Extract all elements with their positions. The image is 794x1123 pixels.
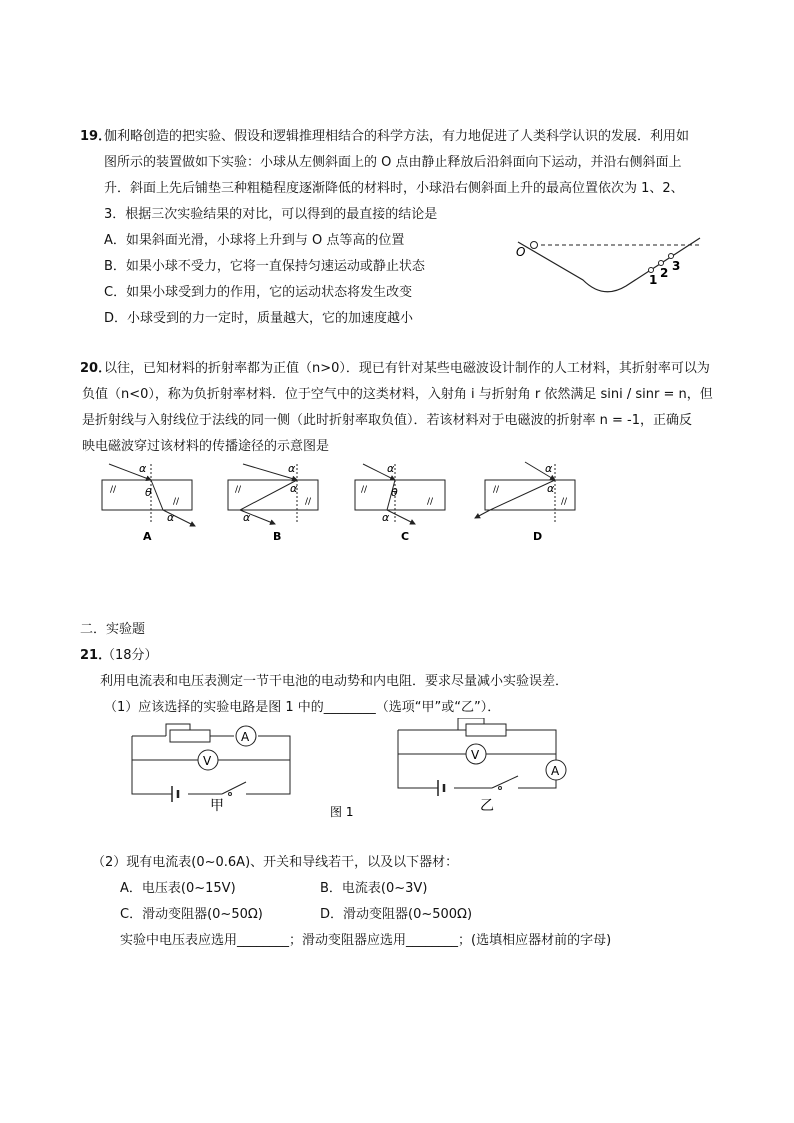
q21-intro: 利用电流表和电压表测定一节干电池的电动势和内电阻．要求尽量减小实验误差． bbox=[100, 674, 569, 689]
circuit-yi-label: 乙 bbox=[480, 798, 494, 814]
q21-part2: （2）现有电流表(0~0.6A)、开关和导线若干，以及以下器材： bbox=[92, 855, 459, 870]
svg-text://: // bbox=[235, 485, 242, 495]
rheostat-yi bbox=[466, 724, 506, 736]
svg-text:A: A bbox=[551, 764, 560, 778]
q21-number: 21． bbox=[80, 648, 112, 663]
rheostat-jia bbox=[170, 730, 210, 742]
svg-text:V: V bbox=[471, 748, 480, 762]
svg-text:θ: θ bbox=[391, 486, 398, 499]
option-c-diagram bbox=[355, 462, 445, 524]
q19-text-line-4: 3．根据三次实验结果的对比，可以得到的最直接的结论是 bbox=[104, 207, 438, 222]
circuit-jia bbox=[132, 724, 290, 814]
position-3-marker bbox=[669, 254, 674, 259]
svg-text://: // bbox=[110, 485, 117, 495]
circuit-yi bbox=[398, 718, 566, 814]
q19-option-b: B．如果小球不受力，它将一直保持匀速运动或静止状态 bbox=[104, 259, 425, 274]
switch-yi bbox=[492, 776, 518, 788]
svg-text:α: α bbox=[243, 511, 251, 524]
q20-text-line-4: 映电磁波穿过该材料的传播途径的示意图是 bbox=[82, 439, 330, 454]
svg-text:α: α bbox=[139, 462, 147, 475]
option-a-diagram bbox=[102, 462, 195, 526]
figure-1-caption: 图 1 bbox=[330, 805, 354, 818]
svg-text://: // bbox=[361, 485, 368, 495]
q19-text-line-1: 伽利略创造的把实验、假设和逻辑推理相结合的科学方法，有力地促进了人类科学认识的发展．利用如 bbox=[104, 129, 690, 144]
circuit-jia-label: 甲 bbox=[210, 798, 224, 814]
option-c-label: C bbox=[401, 530, 410, 543]
svg-text:A: A bbox=[241, 730, 250, 744]
position-1-marker bbox=[649, 268, 654, 273]
q19-option-a: A．如果斜面光滑，小球将上升到与 O 点等高的位置 bbox=[104, 233, 405, 248]
q19-option-c: C．如果小球受到力的作用，它的运动状态将发生改变 bbox=[104, 285, 413, 300]
q21-circuit-figures bbox=[128, 718, 568, 818]
position-2-marker bbox=[659, 261, 664, 266]
q19-option-d: D．小球受到的力一定时，质量越大，它的加速度越小 bbox=[104, 311, 414, 326]
svg-text://: // bbox=[493, 485, 500, 495]
ball-icon bbox=[531, 242, 538, 249]
option-d-label: D bbox=[533, 530, 543, 543]
q19-incline-figure bbox=[508, 228, 708, 303]
svg-text:α: α bbox=[288, 462, 296, 475]
svg-text:α: α bbox=[387, 462, 395, 475]
option-b-label: B bbox=[273, 530, 282, 543]
svg-text:θ: θ bbox=[145, 486, 152, 499]
svg-text:α: α bbox=[290, 482, 298, 495]
q19-number: 19． bbox=[80, 129, 112, 144]
q20-number: 20． bbox=[80, 361, 112, 376]
svg-text://: // bbox=[427, 497, 434, 507]
svg-text://: // bbox=[173, 497, 180, 507]
q21-option-c: C．滑动变阻器(0~50Ω) bbox=[120, 907, 263, 922]
q19-text-line-2: 图所示的装置做如下实验：小球从左侧斜面上的 O 点由静止释放后沿斜面向下运动，并沿右侧斜面上 bbox=[104, 155, 682, 170]
position-3-label: 3 bbox=[672, 259, 681, 273]
q20-text-line-3: 是折射线与入射线位于法线的同一侧（此时折射率取负值）．若该材料对于电磁波的折射率 n = -1，正确反 bbox=[82, 413, 692, 428]
switch-jia bbox=[222, 782, 246, 794]
position-1-label: 1 bbox=[649, 273, 658, 287]
q20-refraction-figures bbox=[95, 458, 595, 548]
svg-text:V: V bbox=[203, 754, 212, 768]
position-2-label: 2 bbox=[660, 266, 669, 280]
q21-fill-in-line: 实验中电压表应选用________；滑动变阻器应选用________；(选填相应器材前的字母) bbox=[120, 933, 612, 948]
svg-text:α: α bbox=[167, 511, 175, 524]
q21-part1: （1）应该选择的实验电路是图 1 中的________（选项“甲”或“乙”）． bbox=[104, 700, 501, 715]
svg-text:α: α bbox=[545, 462, 553, 475]
q20-text-line-1: 以往，已知材料的折射率都为正值（n>0）．现已有针对某些电磁波设计制作的人工材料，其折射率可以为 bbox=[104, 361, 710, 376]
q21-option-a: A．电压表(0~15V) bbox=[120, 881, 236, 896]
option-d-diagram bbox=[475, 462, 575, 522]
svg-text:α: α bbox=[547, 482, 555, 495]
svg-text:α: α bbox=[382, 511, 390, 524]
q20-text-line-2: 负值（n<0），称为负折射率材料．位于空气中的这类材料，入射角 i 与折射角 r 依然满足 sini / sinr = n，但 bbox=[82, 387, 713, 402]
section-2-heading: 二．实验题 bbox=[80, 622, 146, 637]
q21-option-d: D．滑动变阻器(0~500Ω) bbox=[320, 907, 473, 922]
q21-points: （18分） bbox=[102, 648, 158, 663]
point-o-label: O bbox=[516, 245, 526, 259]
svg-text://: // bbox=[305, 497, 312, 507]
q19-text-line-3: 升．斜面上先后铺垫三种粗糙程度逐渐降低的材料时，小球沿右侧斜面上升的最高位置依次为 1、2、 bbox=[104, 181, 684, 196]
option-b-diagram bbox=[228, 462, 318, 524]
q21-option-b: B．电流表(0~3V) bbox=[320, 881, 428, 896]
svg-text://: // bbox=[561, 497, 568, 507]
option-a-label: A bbox=[143, 530, 152, 543]
